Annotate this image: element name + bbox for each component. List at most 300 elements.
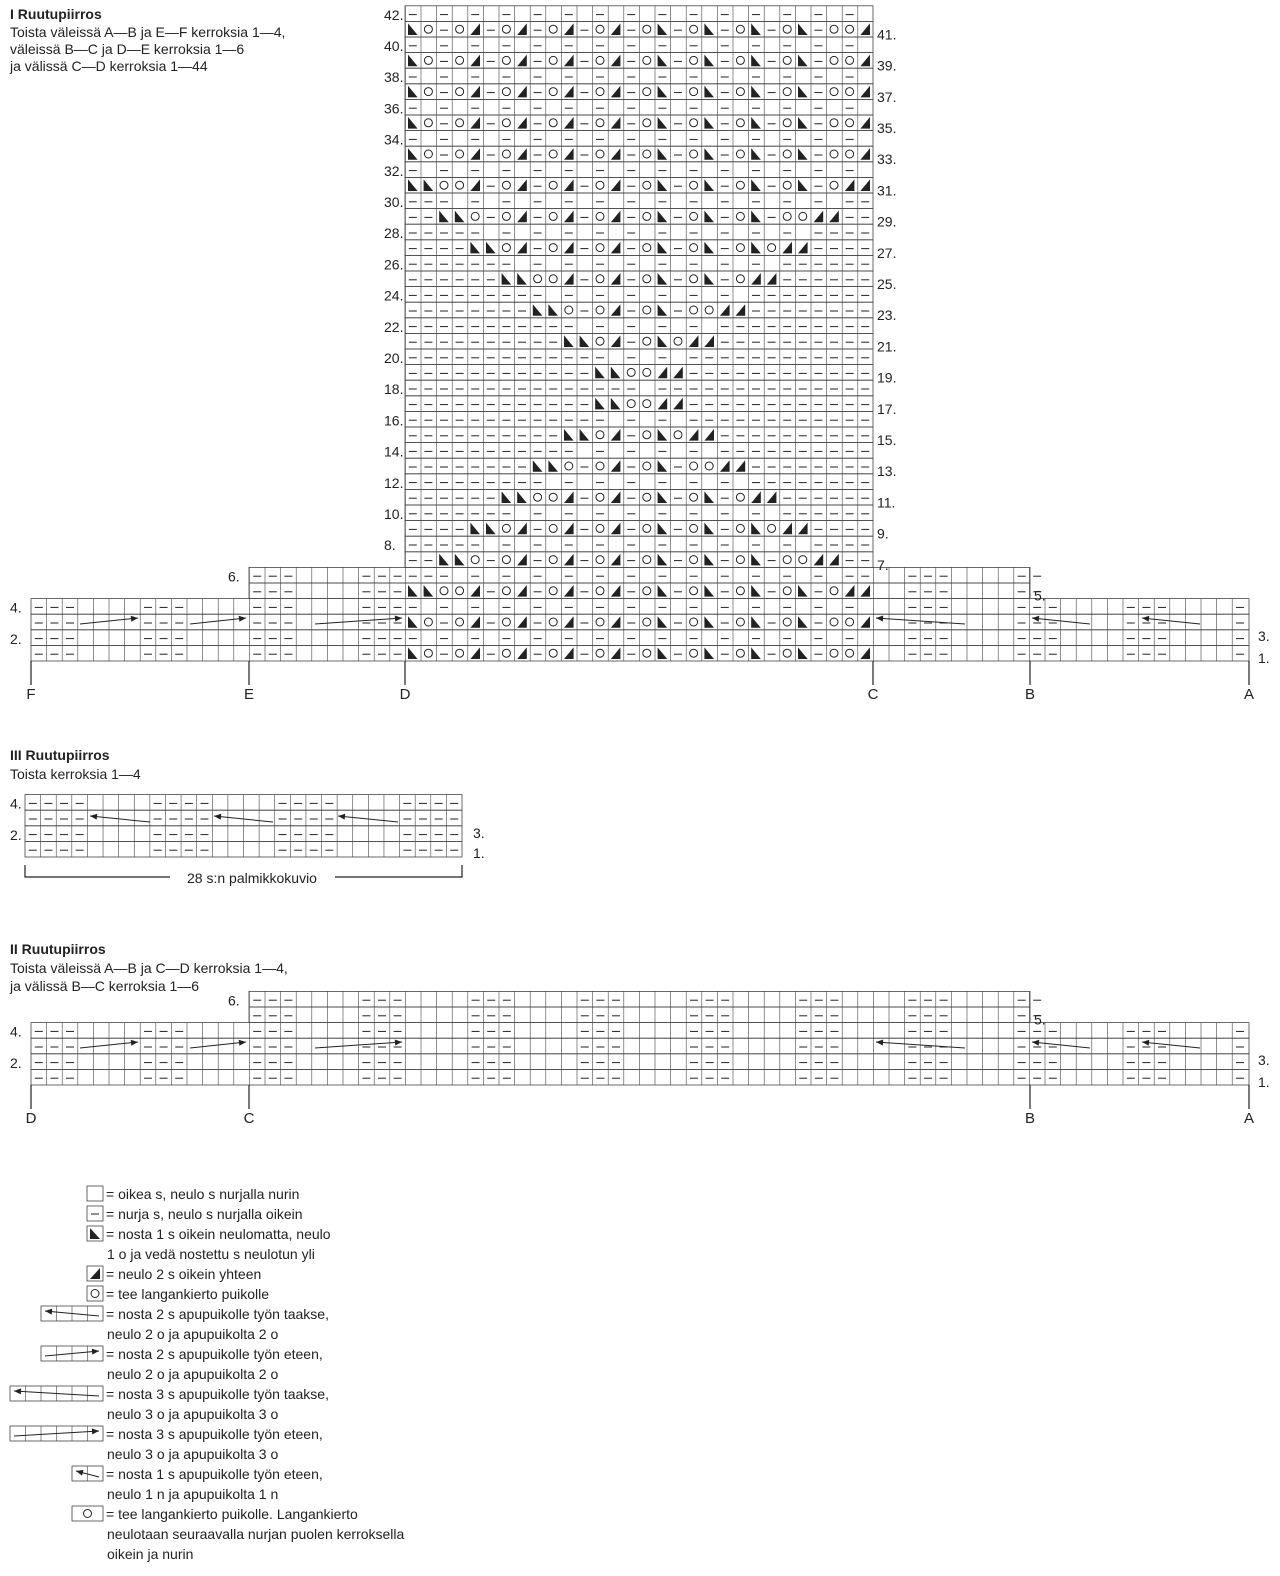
yarn-over-mark bbox=[783, 556, 791, 564]
legend-text-line: = nosta 1 s apupuikolle työn eteen, bbox=[106, 1466, 323, 1482]
slip-pass-mark bbox=[658, 616, 668, 628]
k2tog-mark bbox=[564, 23, 574, 35]
k2tog-mark bbox=[611, 460, 621, 472]
row-label: 12. bbox=[384, 474, 404, 491]
yarn-over-mark bbox=[596, 88, 604, 96]
row-label: 15. bbox=[877, 432, 897, 448]
slip-pass-mark bbox=[658, 242, 668, 254]
slip-pass-mark bbox=[751, 523, 761, 535]
slip-pass-mark bbox=[704, 273, 714, 285]
yarn-over-mark bbox=[643, 150, 651, 158]
k2tog-mark bbox=[611, 523, 621, 535]
k2tog-mark bbox=[860, 86, 870, 98]
slip-pass-mark bbox=[486, 523, 496, 535]
k2tog-mark bbox=[860, 117, 870, 129]
slip-pass-mark bbox=[751, 179, 761, 191]
slip-pass-mark bbox=[751, 148, 761, 160]
k2tog-mark bbox=[736, 460, 746, 472]
yarn-over-mark bbox=[643, 56, 651, 64]
chart-2-letter-A: A bbox=[1243, 1110, 1255, 1127]
yarn-over-mark bbox=[471, 212, 479, 220]
yarn-over-mark bbox=[783, 587, 791, 595]
legend-item-knit-two-together bbox=[87, 1266, 261, 1282]
yarn-over-mark bbox=[846, 119, 854, 127]
yarn-over-mark bbox=[830, 181, 838, 189]
k2tog-mark bbox=[736, 304, 746, 316]
legend-item-cable-3-front bbox=[10, 1426, 323, 1462]
k2tog-mark bbox=[767, 491, 777, 503]
row-label: 17. bbox=[877, 400, 897, 417]
yarn-over-mark bbox=[549, 493, 557, 501]
k2tog-mark bbox=[611, 647, 621, 659]
chart-2-row bbox=[31, 1023, 1249, 1039]
k2tog-mark bbox=[611, 86, 621, 98]
k2tog-mark bbox=[564, 242, 574, 254]
k2tog-mark bbox=[673, 367, 683, 379]
yarn-over-mark bbox=[783, 150, 791, 158]
legend-item-yarn-over-wide bbox=[72, 1506, 405, 1562]
row-label: 2. bbox=[10, 826, 22, 843]
yarn-over-mark bbox=[643, 524, 651, 532]
chart-1-row bbox=[405, 427, 873, 443]
yarn-over-mark bbox=[502, 618, 510, 626]
yarn-over-mark bbox=[736, 618, 744, 626]
row-label: 1. bbox=[1258, 1074, 1270, 1090]
row-label: 37. bbox=[877, 88, 897, 105]
k2tog-mark bbox=[704, 335, 714, 347]
cable-arrow-head bbox=[876, 615, 883, 621]
yarn-over-mark bbox=[736, 587, 744, 595]
slip-pass-mark bbox=[658, 523, 668, 535]
slip-pass-mark bbox=[408, 86, 418, 98]
yarn-over-mark bbox=[830, 649, 838, 657]
slip-pass-mark bbox=[751, 86, 761, 98]
chart-1-row bbox=[31, 630, 1249, 646]
slip-pass-mark bbox=[751, 554, 761, 566]
slip-pass-mark bbox=[564, 335, 574, 347]
yarn-over-mark bbox=[846, 56, 854, 64]
slip-pass-mark bbox=[704, 647, 714, 659]
chart-1-row bbox=[405, 474, 873, 490]
slip-pass-mark bbox=[486, 242, 496, 254]
k2tog-mark bbox=[564, 179, 574, 191]
k2tog-mark bbox=[564, 273, 574, 285]
yarn-over-mark bbox=[502, 556, 510, 564]
legend-item-cable-1-front-purl bbox=[72, 1466, 323, 1502]
cable-arrow-head bbox=[1142, 1040, 1149, 1046]
row-label: 10. bbox=[384, 506, 404, 522]
slip-pass-mark bbox=[704, 491, 714, 503]
slip-pass-mark bbox=[798, 117, 808, 129]
yarn-over-mark bbox=[643, 649, 651, 657]
yarn-over-mark bbox=[549, 88, 557, 96]
yarn-over-mark bbox=[549, 119, 557, 127]
row-label: 5. bbox=[1034, 587, 1046, 604]
yarn-over-glyph bbox=[91, 1290, 99, 1298]
k2tog-mark bbox=[470, 647, 480, 659]
yarn-over-mark bbox=[596, 306, 604, 314]
k2tog-mark bbox=[658, 398, 668, 410]
slip-pass-mark bbox=[798, 585, 808, 597]
k2tog-mark bbox=[470, 585, 480, 597]
chart-1-letter-C: C bbox=[867, 686, 879, 703]
yarn-over-mark bbox=[502, 150, 510, 158]
k2tog-mark bbox=[564, 491, 574, 503]
yarn-over-mark bbox=[846, 88, 854, 96]
yarn-over-mark bbox=[502, 587, 510, 595]
k2tog-mark bbox=[517, 585, 527, 597]
slip-pass-mark bbox=[408, 616, 418, 628]
yarn-over-mark bbox=[690, 493, 698, 501]
slip-pass-mark bbox=[704, 523, 714, 535]
legend-text-line: = nosta 1 s oikein neulomatta, neulo bbox=[106, 1226, 331, 1242]
legend-text-line: neulo 3 o ja apupuikolta 3 o bbox=[107, 1446, 279, 1462]
k2tog-mark bbox=[611, 179, 621, 191]
slip-pass-mark bbox=[704, 242, 714, 254]
legend-text-line: = tee langankierto puikolle. Langankierto bbox=[106, 1506, 358, 1522]
slip-pass-mark bbox=[517, 491, 527, 503]
yarn-over-mark bbox=[783, 56, 791, 64]
yarn-over-mark bbox=[830, 56, 838, 64]
yarn-over-mark bbox=[549, 150, 557, 158]
slip-pass-mark bbox=[408, 55, 418, 67]
chart-1-title: I Ruutupiirros bbox=[10, 6, 102, 22]
yarn-over-mark bbox=[768, 524, 776, 532]
slip-pass-mark bbox=[704, 585, 714, 597]
yarn-over-mark bbox=[456, 649, 464, 657]
row-label: 41. bbox=[877, 26, 897, 43]
yarn-over-icon bbox=[87, 1286, 103, 1301]
chart-1-row bbox=[31, 645, 1249, 661]
yarn-over-mark bbox=[549, 56, 557, 64]
yarn-over-mark bbox=[643, 587, 651, 595]
chart-1-row bbox=[405, 536, 873, 552]
yarn-over-mark bbox=[830, 150, 838, 158]
chart-2-letter-C: C bbox=[243, 1110, 255, 1127]
chart-1-desc-line-3: ja välissä C—D kerroksia 1—44 bbox=[10, 58, 208, 74]
k2tog-mark bbox=[689, 429, 699, 441]
slip-pass-mark bbox=[548, 460, 558, 472]
yarn-over-mark bbox=[643, 556, 651, 564]
yarn-over-mark bbox=[456, 150, 464, 158]
slip-pass-mark bbox=[658, 55, 668, 67]
yarn-over-mark bbox=[549, 587, 557, 595]
k2tog-mark bbox=[860, 179, 870, 191]
k2tog-mark bbox=[860, 148, 870, 160]
yarn-over-mark bbox=[690, 275, 698, 283]
chart-1-row bbox=[405, 302, 873, 318]
row-label: 21. bbox=[877, 338, 897, 355]
yarn-over-mark bbox=[502, 88, 510, 96]
k2tog-mark bbox=[860, 585, 870, 597]
cable-arrow-head bbox=[1032, 1040, 1039, 1046]
yarn-over-mark bbox=[565, 462, 573, 470]
chart-1-letter-E: E bbox=[243, 686, 255, 703]
row-label: 31. bbox=[877, 182, 897, 199]
chart-1-row bbox=[405, 224, 873, 240]
cable-arrow-head bbox=[45, 1309, 52, 1315]
slip-pass-mark bbox=[658, 460, 668, 472]
yarn-over-mark bbox=[596, 524, 604, 532]
slip-pass-mark bbox=[704, 86, 714, 98]
chart-1-row bbox=[405, 349, 873, 365]
cable-arrow-head bbox=[876, 1039, 883, 1045]
yarn-over-mark bbox=[643, 618, 651, 626]
row-label: 2. bbox=[10, 1054, 22, 1071]
cable-arrow-head bbox=[1142, 616, 1149, 622]
k2tog-mark bbox=[517, 179, 527, 191]
k2tog-mark bbox=[689, 335, 699, 347]
chart-1-desc-line-2: väleissä B—C ja D—E kerroksia 1—6 bbox=[10, 41, 245, 57]
slip-pass-mark bbox=[658, 23, 668, 35]
slip-pass-glyph bbox=[90, 1228, 100, 1239]
legend-text-line: neulo 1 n ja apupuikolta 1 n bbox=[107, 1486, 279, 1502]
k2tog-mark bbox=[517, 86, 527, 98]
row-label: 8. bbox=[384, 537, 396, 554]
slip-pass-mark bbox=[658, 117, 668, 129]
chart-1-row bbox=[405, 380, 873, 396]
k2tog-mark bbox=[658, 367, 668, 379]
cable-arrow-line bbox=[90, 816, 150, 822]
yarn-over-mark bbox=[736, 25, 744, 33]
yarn-over-mark bbox=[846, 618, 854, 626]
slip-pass-mark bbox=[704, 211, 714, 223]
k2tog-mark bbox=[798, 523, 808, 535]
chart-2-letter-D: D bbox=[25, 1110, 37, 1127]
cable-arrow-line bbox=[1142, 618, 1200, 624]
yarn-over-mark bbox=[549, 181, 557, 189]
slip-pass-mark bbox=[658, 148, 668, 160]
yarn-over-mark bbox=[736, 524, 744, 532]
yarn-over-mark bbox=[705, 306, 713, 314]
k2tog-mark bbox=[751, 273, 761, 285]
slip-pass-mark bbox=[751, 23, 761, 35]
k2tog-mark bbox=[814, 554, 824, 566]
slip-pass-mark bbox=[704, 117, 714, 129]
legend-text-line: = nosta 2 s apupuikolle työn eteen, bbox=[106, 1346, 323, 1362]
chart-1-row bbox=[405, 443, 873, 459]
slip-pass-mark bbox=[751, 647, 761, 659]
yarn-over-mark bbox=[736, 119, 744, 127]
yarn-over-mark bbox=[456, 119, 464, 127]
yarn-over-mark bbox=[502, 56, 510, 64]
yarn-over-mark bbox=[736, 150, 744, 158]
chart-1-row bbox=[405, 489, 873, 505]
k2tog-mark bbox=[564, 647, 574, 659]
yarn-over-mark bbox=[643, 88, 651, 96]
cable-arrow-head bbox=[14, 1388, 21, 1394]
yarn-over-mark bbox=[424, 56, 432, 64]
row-label: 1. bbox=[473, 845, 485, 861]
slip-pass-mark bbox=[658, 304, 668, 316]
cable-arrow-head bbox=[214, 814, 221, 820]
k2tog-mark bbox=[517, 554, 527, 566]
yarn-over-mark bbox=[424, 150, 432, 158]
chart-1-row bbox=[405, 287, 873, 303]
yarn-over-mark bbox=[690, 119, 698, 127]
slip-pass-mark bbox=[595, 367, 605, 379]
k2tog-mark bbox=[611, 148, 621, 160]
row-label: 3. bbox=[1258, 1051, 1270, 1068]
yarn-over-mark bbox=[596, 337, 604, 345]
slip-pass-mark bbox=[704, 55, 714, 67]
row-label: 6. bbox=[228, 568, 240, 585]
yarn-over-mark bbox=[643, 493, 651, 501]
cable-arrow-head bbox=[395, 615, 402, 621]
yarn-over-mark bbox=[502, 524, 510, 532]
legend-text-line: = nurja s, neulo s nurjalla oikein bbox=[106, 1206, 303, 1222]
yarn-over-mark bbox=[736, 212, 744, 220]
row-label: 39. bbox=[877, 57, 897, 74]
yarn-over-mark bbox=[456, 618, 464, 626]
row-label: 34. bbox=[384, 131, 404, 148]
slip-pass-mark bbox=[798, 55, 808, 67]
yarn-over-mark bbox=[643, 25, 651, 33]
k2tog-mark bbox=[782, 242, 792, 254]
yarn-over-mark bbox=[596, 275, 604, 283]
row-label: 20. bbox=[384, 350, 404, 366]
yarn-over-mark bbox=[736, 181, 744, 189]
slip-pass-mark bbox=[408, 647, 418, 659]
chart-2-title: II Ruutupiirros bbox=[10, 941, 106, 957]
yarn-over-mark bbox=[565, 306, 573, 314]
row-label: 4. bbox=[10, 795, 22, 812]
legend-text-line: = oikea s, neulo s nurjalla nurin bbox=[106, 1186, 300, 1202]
legend-item-yarn-over bbox=[87, 1286, 269, 1302]
row-label: 22. bbox=[384, 318, 404, 335]
chart-2-desc-line-2: ja välissä B—C kerroksia 1—6 bbox=[10, 978, 200, 994]
yarn-over-mark bbox=[830, 88, 838, 96]
yarn-over-mark bbox=[783, 88, 791, 96]
yarn-over-mark bbox=[596, 431, 604, 439]
slip-pass-mark bbox=[658, 429, 668, 441]
yarn-over-mark bbox=[502, 181, 510, 189]
k2tog-mark bbox=[611, 335, 621, 347]
legend-text-line: = nosta 2 s apupuikolle työn taakse, bbox=[106, 1306, 329, 1322]
yarn-over-mark bbox=[830, 25, 838, 33]
cable-arrow-line bbox=[1142, 1042, 1200, 1048]
k2tog-mark bbox=[611, 23, 621, 35]
yarn-over-mark bbox=[643, 368, 651, 376]
k2tog-mark bbox=[470, 55, 480, 67]
cable-arrow-head bbox=[131, 616, 138, 622]
yarn-over-mark bbox=[424, 119, 432, 127]
slip-pass-mark bbox=[658, 86, 668, 98]
legend-text-line: oikein ja nurin bbox=[107, 1546, 194, 1562]
yarn-over-mark bbox=[596, 181, 604, 189]
yarn-over-mark bbox=[424, 618, 432, 626]
row-label: 14. bbox=[384, 443, 404, 460]
yarn-over-wide-icon bbox=[72, 1506, 103, 1521]
yarn-over-mark bbox=[456, 56, 464, 64]
chart-1-letter-D: D bbox=[399, 686, 411, 703]
yarn-over-mark bbox=[534, 493, 542, 501]
chart-1-row bbox=[405, 396, 873, 412]
legend-text-line: = nosta 3 s apupuikolle työn eteen, bbox=[106, 1426, 323, 1442]
yarn-over-mark bbox=[549, 618, 557, 626]
slip-pass-mark bbox=[704, 554, 714, 566]
yarn-over-mark bbox=[502, 25, 510, 33]
chart-3-desc-line-1: Toista kerroksia 1—4 bbox=[10, 766, 141, 782]
yarn-over-mark bbox=[596, 462, 604, 470]
yarn-over-mark bbox=[799, 212, 807, 220]
chart-3-title: III Ruutupiirros bbox=[10, 747, 110, 763]
yarn-over-mark bbox=[690, 56, 698, 64]
slip-pass-mark bbox=[751, 55, 761, 67]
slip-pass-mark bbox=[533, 460, 543, 472]
k2tog-mark bbox=[564, 523, 574, 535]
k2tog-mark bbox=[782, 523, 792, 535]
yarn-over-mark bbox=[643, 212, 651, 220]
chart-3-bracket-right bbox=[335, 865, 462, 877]
yarn-over-mark bbox=[596, 587, 604, 595]
legend-text-line: neulo 2 o ja apupuikolta 2 o bbox=[107, 1326, 279, 1342]
row-label: 28. bbox=[384, 225, 404, 242]
yarn-over-mark bbox=[690, 524, 698, 532]
k2tog-mark bbox=[564, 616, 574, 628]
yarn-over-mark bbox=[534, 275, 542, 283]
legend-item-knit-square bbox=[87, 1186, 299, 1202]
slip-pass-mark bbox=[704, 23, 714, 35]
slip-pass-mark bbox=[439, 554, 449, 566]
yarn-over-mark bbox=[690, 25, 698, 33]
legend-item-purl-dash bbox=[87, 1206, 303, 1222]
yarn-over-mark bbox=[440, 181, 448, 189]
k2tog-mark bbox=[611, 616, 621, 628]
k2tog-mark bbox=[564, 55, 574, 67]
slip-pass-mark bbox=[580, 335, 590, 347]
slip-pass-mark bbox=[751, 616, 761, 628]
row-label: 23. bbox=[877, 307, 897, 324]
yarn-over-mark bbox=[424, 649, 432, 657]
yarn-over-mark bbox=[846, 150, 854, 158]
yarn-over-glyph bbox=[84, 1510, 92, 1518]
k2tog-mark bbox=[611, 429, 621, 441]
row-label: 1. bbox=[1258, 650, 1270, 666]
k2tog-mark bbox=[829, 554, 839, 566]
cable-arrow-head bbox=[1032, 616, 1039, 622]
k2tog-mark bbox=[751, 491, 761, 503]
slip-pass-mark bbox=[658, 211, 668, 223]
row-label: 40. bbox=[384, 38, 404, 54]
yarn-over-mark bbox=[549, 25, 557, 33]
slip-pass-mark bbox=[502, 273, 512, 285]
yarn-over-mark bbox=[736, 244, 744, 252]
cable-arrow-head bbox=[131, 1040, 138, 1046]
yarn-over-mark bbox=[502, 244, 510, 252]
k2tog-mark bbox=[564, 585, 574, 597]
row-label: 30. bbox=[384, 194, 404, 210]
yarn-over-mark bbox=[736, 275, 744, 283]
row-label: 4. bbox=[10, 599, 22, 616]
cable-arrow-head bbox=[239, 616, 246, 622]
yarn-over-mark bbox=[643, 181, 651, 189]
row-label: 3. bbox=[473, 824, 485, 841]
yarn-over-mark bbox=[502, 649, 510, 657]
yarn-over-mark bbox=[456, 25, 464, 33]
yarn-over-mark bbox=[471, 556, 479, 564]
chart-1-letter-B: B bbox=[1024, 686, 1036, 703]
yarn-over-mark bbox=[549, 556, 557, 564]
row-label: 5. bbox=[1034, 1011, 1046, 1028]
slip-pass-mark bbox=[658, 585, 668, 597]
k2tog-mark bbox=[611, 55, 621, 67]
row-label: 18. bbox=[384, 381, 404, 398]
row-label: 3. bbox=[1258, 627, 1270, 644]
yarn-over-mark bbox=[596, 244, 604, 252]
slip-pass-mark bbox=[751, 211, 761, 223]
cable-arrow-head bbox=[239, 1040, 246, 1046]
